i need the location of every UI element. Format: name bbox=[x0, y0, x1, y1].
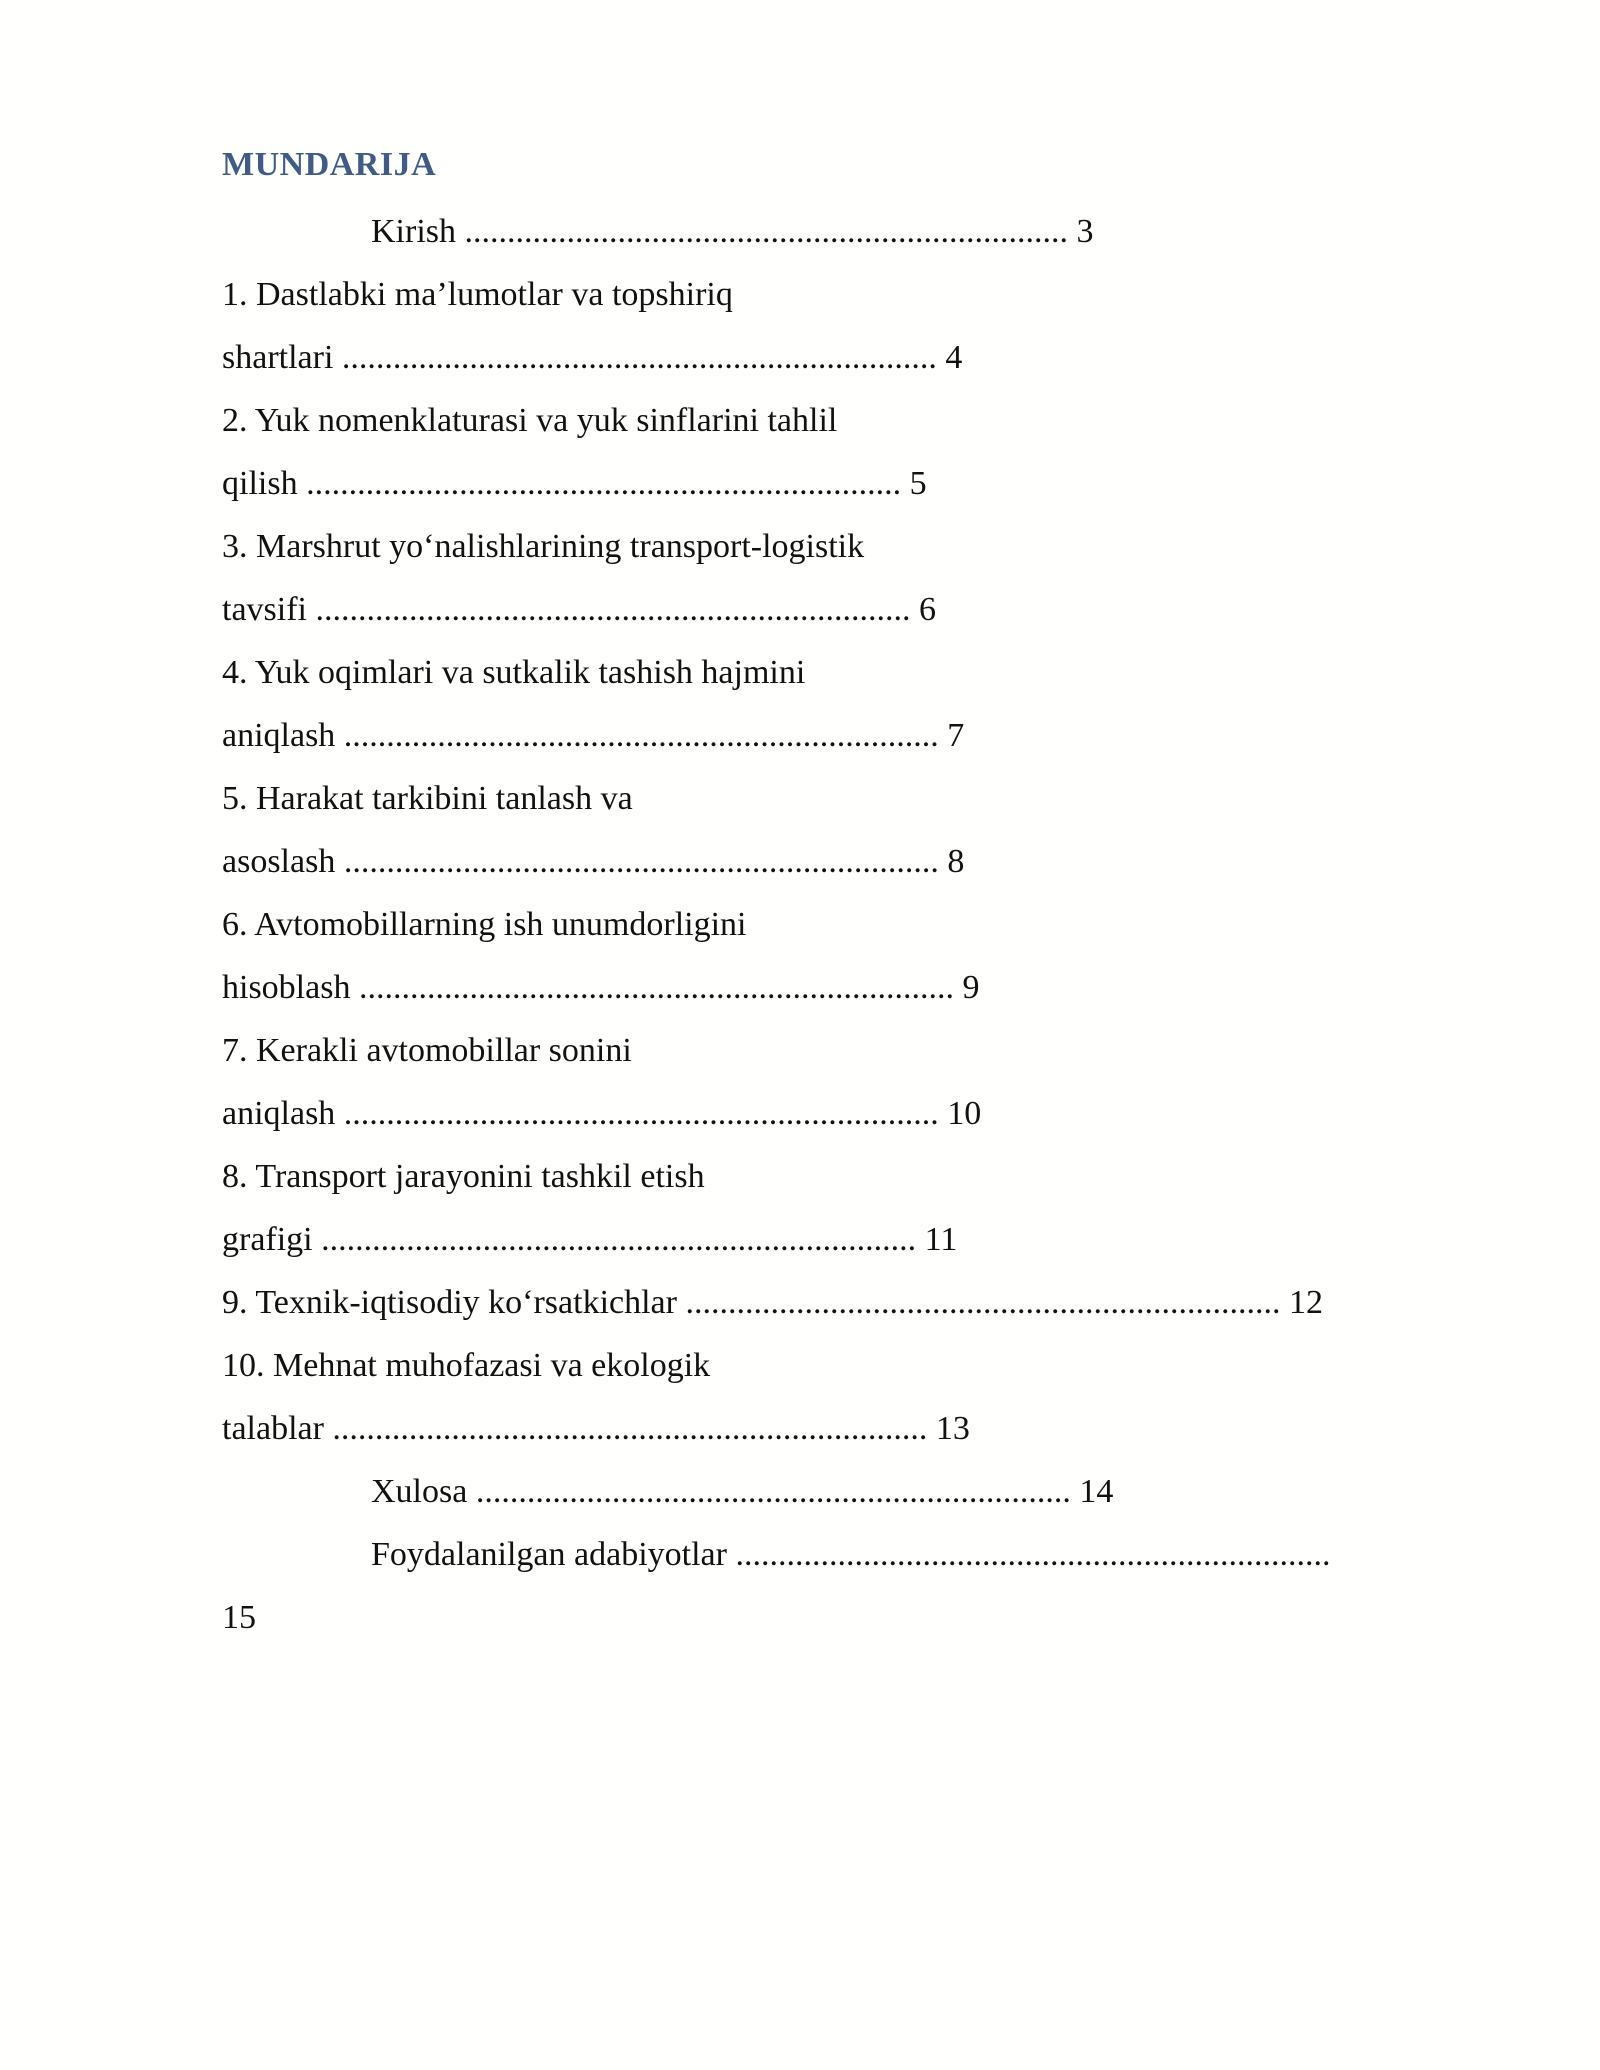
toc-entry-references: Foydalanilgan adabiyotlar ...................................................................... bbox=[371, 1536, 1331, 1573]
toc-entry-introduction: Kirish ....................................................................... 3 bbox=[371, 213, 1094, 250]
toc-heading: MUNDARIJA bbox=[222, 146, 437, 183]
toc-entry-2-page: qilish ...................................................................... 5 bbox=[222, 465, 927, 502]
toc-entry-8-title: 8. Transport jarayonini tashkil etish bbox=[222, 1158, 705, 1195]
toc-entry-4-title: 4. Yuk oqimlari va sutkalik tashish hajmini bbox=[222, 654, 806, 691]
toc-entry-8-page: grafigi ...................................................................... 11 bbox=[222, 1221, 958, 1258]
toc-entry-7-title: 7. Kerakli avtomobillar sonini bbox=[222, 1032, 632, 1069]
toc-entry-3-page: tavsifi ...................................................................... 6 bbox=[222, 591, 936, 628]
toc-entry-5-page: asoslash ...................................................................... 8 bbox=[222, 843, 965, 880]
toc-entry-references-page: 15 bbox=[222, 1599, 256, 1636]
toc-entry-10-title: 10. Mehnat muhofazasi va ekologik bbox=[222, 1347, 711, 1384]
toc-entry-3-title: 3. Marshrut yo‘nalishlarining transport-logistik bbox=[222, 528, 865, 565]
toc-entry-9: 9. Texnik-iqtisodiy ko‘rsatkichlar ...................................................................... 12 bbox=[222, 1284, 1323, 1321]
toc-entry-10-page: talablar ...................................................................... 13 bbox=[222, 1410, 970, 1447]
toc-entry-6-title: 6. Avtomobillarning ish unumdorligini bbox=[222, 906, 747, 943]
toc-entry-6-page: hisoblash ...................................................................... 9 bbox=[222, 969, 980, 1006]
toc-entry-7-page: aniqlash ...................................................................... 10 bbox=[222, 1095, 982, 1132]
toc-entry-1-title: 1. Dastlabki ma’lumotlar va topshiriq bbox=[222, 276, 733, 313]
toc-entry-1-page: shartlari ...................................................................... 4 bbox=[222, 339, 963, 376]
toc-entry-2-title: 2. Yuk nomenklaturasi va yuk sinflarini tahlil bbox=[222, 402, 838, 439]
toc-entry-conclusion: Xulosa ...................................................................... 14 bbox=[371, 1473, 1114, 1510]
toc-entry-4-page: aniqlash ...................................................................... 7 bbox=[222, 717, 965, 754]
toc-entry-5-title: 5. Harakat tarkibini tanlash va bbox=[222, 780, 633, 817]
